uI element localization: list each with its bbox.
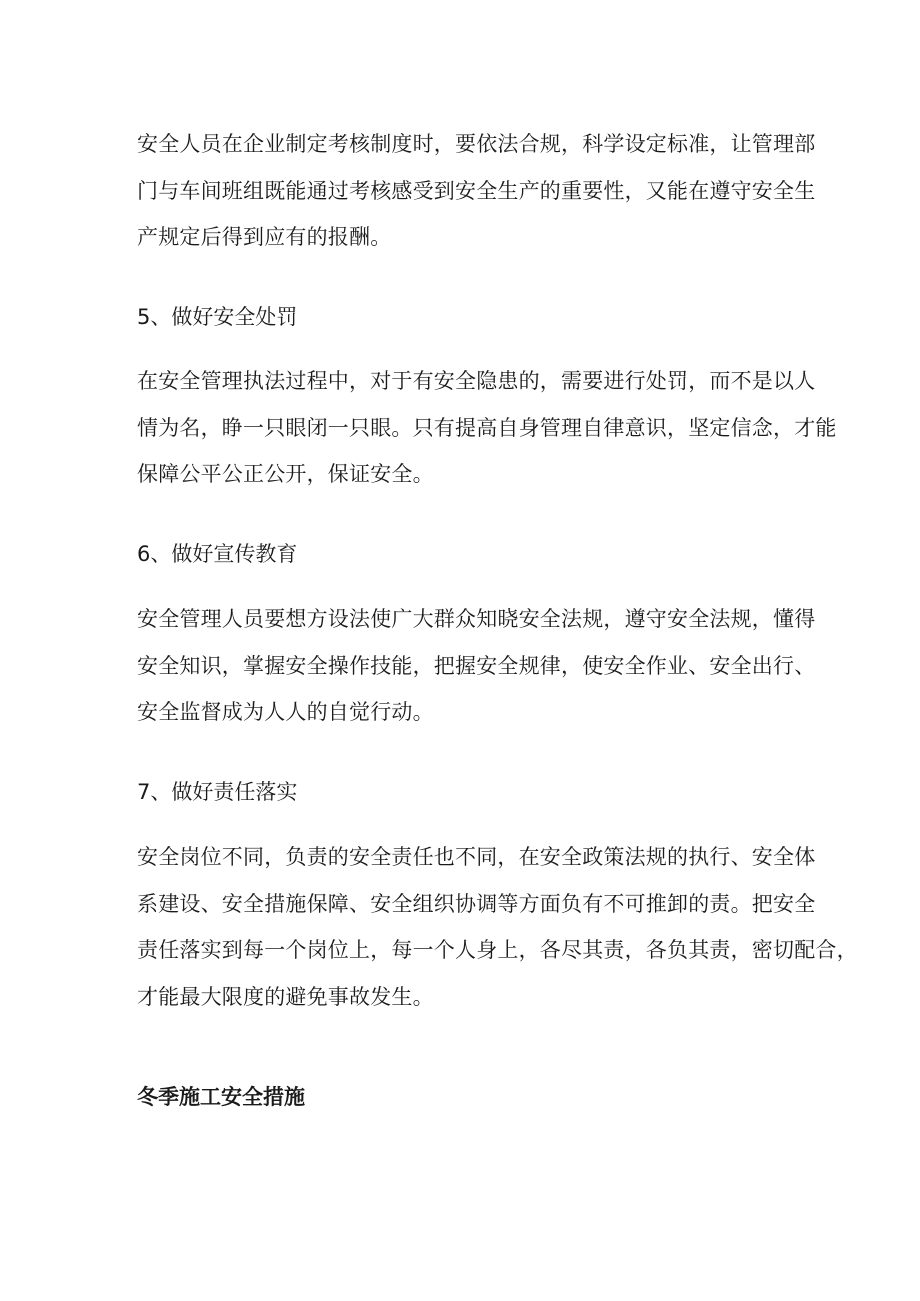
text-line: 产规定后得到应有的报酬。 <box>137 225 392 249</box>
text-line: 责任落实到每一个岗位上，每一个人身上，各尽其责，各负其责，密切配合， <box>137 938 858 962</box>
text-line: 系建设、安全措施保障、安全组织协调等方面负有不可推卸的责。把安全 <box>137 891 816 916</box>
text-line: 才能最大限度的避免事故发生。 <box>137 984 434 1009</box>
paragraph-safety-penalty <box>137 358 837 498</box>
text-line: 在安全管理执法过程中，对于有安全隐患的，需要进行处罚，而不是以人 <box>137 369 816 393</box>
paragraph-responsibility <box>137 834 858 1020</box>
text-line: 情为名，睁一只眼闭一只眼。只有提高自身管理自律意识，坚定信念，才能 <box>137 415 837 440</box>
paragraph-publicity-education <box>137 596 816 736</box>
text-line: 安全管理人员要想方设法使广大群众知晓安全法规，遵守安全法规，懂得 <box>137 607 816 631</box>
text-line: 安全人员在企业制定考核制度时，要依法合规，科学设定标准，让管理部 <box>137 132 816 156</box>
heading-responsibility: 7、做好责任落实 <box>137 780 298 804</box>
section-title: 冬季施工安全措施 <box>137 1085 305 1109</box>
text-line: 安全岗位不同，负责的安全责任也不同，在安全政策法规的执行、安全体 <box>137 845 816 869</box>
text-line: 保障公平公正公开，保证安全。 <box>137 462 434 486</box>
text-line: 门与车间班组既能通过考核感受到安全生产的重要性，又能在遵守安全生 <box>137 178 816 203</box>
paragraph-assessment <box>137 121 816 261</box>
heading-safety-penalty: 5、做好安全处罚 <box>137 305 298 329</box>
text-line: 安全监督成为人人的自觉行动。 <box>137 700 434 724</box>
text-line: 安全知识，掌握安全操作技能，把握安全规律，使安全作业、安全出行、 <box>137 653 816 678</box>
heading-publicity-education: 6、做好宣传教育 <box>137 542 298 566</box>
